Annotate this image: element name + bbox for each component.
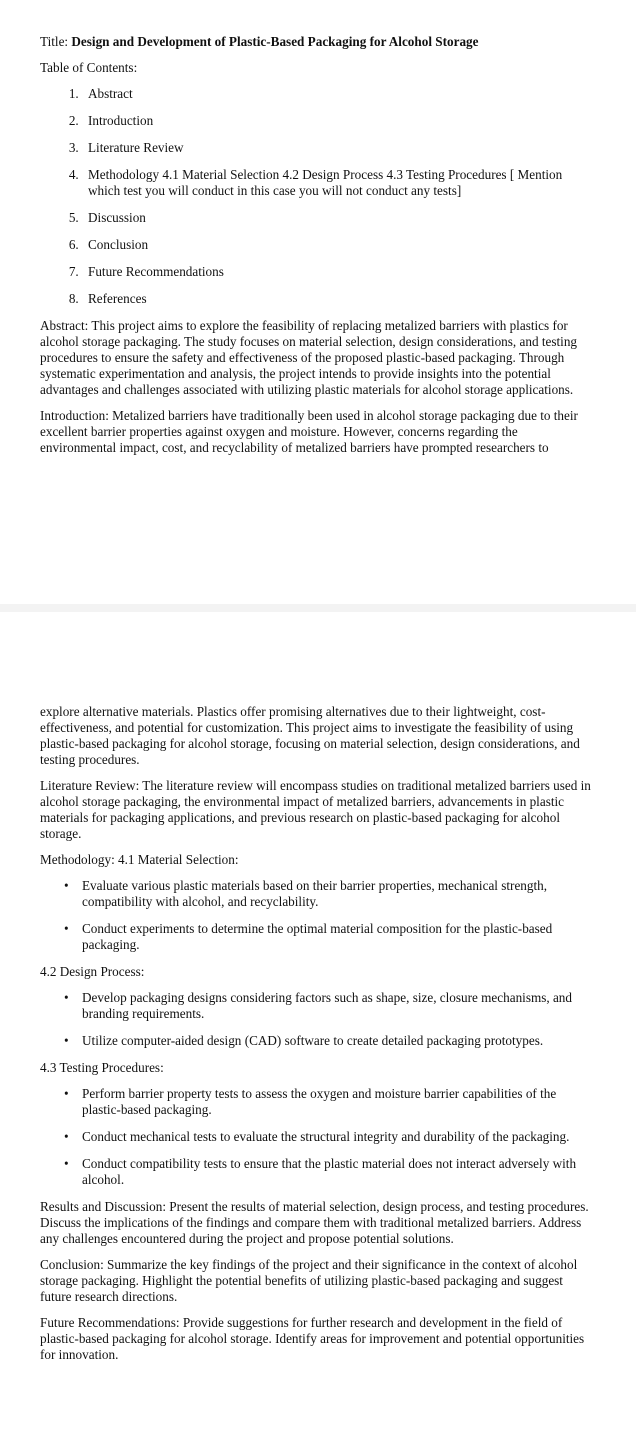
bullet-icon: • (64, 921, 69, 936)
list-item: • Evaluate various plastic materials based on their barrier properties, mechanical strength, compatibility with alcohol, and recyclability. (64, 878, 548, 909)
document-page-1 (0, 0, 636, 604)
list-item: • Utilize computer-aided design (CAD) software to create detailed packaging prototypes. (64, 1033, 544, 1048)
introduction-paragraph: Introduction: Metalized barriers have traditionally been used in alcohol storage packaging due to their excellent barrier properties against oxygen and moisture. However, concerns regarding the environmental impact, cost, and recyclability of metalized barriers have prompted researchers to (40, 408, 578, 455)
list-item: • Conduct mechanical tests to evaluate the structural integrity and durability of the packaging. (64, 1129, 570, 1144)
toc-item: 4. Methodology 4.1 Material Selection 4.2 Design Process 4.3 Testing Procedures [ Mention which test you will conduct in this case you will not conduct any tests] (82, 167, 596, 199)
introduction-continued: explore alternative materials. Plastics offer promising alternatives due to their lightweight, cost-effectiveness, and potential for customization. This project aims to investigate the feasibility of using plastic-based packaging for alcohol storage, focusing on material selection, design considerations, and testing procedures. (40, 704, 580, 767)
toc-list (40, 86, 596, 307)
toc-item: 2. Introduction (82, 113, 596, 129)
bullet-icon: • (64, 990, 69, 1005)
literature-review-paragraph: Literature Review: The literature review will encompass studies on traditional metalized barriers used in alcohol storage packaging, the environmental impact of metalized barriers, advancements in plastic materials for packaging applications, and previous research on plastic-based packaging for alcohol storage. (40, 778, 591, 841)
future-recommendations-paragraph: Future Recommendations: Provide suggestions for further research and development in the field of plastic-based packaging for alcohol storage. Identify areas for improvement and potential opportunities for innovation. (40, 1315, 585, 1362)
toc-item: 5. Discussion (82, 210, 596, 226)
conclusion-paragraph: Conclusion: Summarize the key findings of the project and their significance in the context of alcohol storage packaging. Highlight the potential benefits of utilizing plastic-based packaging and suggest future research directions. (40, 1257, 578, 1304)
toc-item: 6. Conclusion (82, 237, 596, 253)
toc-heading: Table of Contents: (40, 60, 138, 75)
list-item: • Conduct experiments to determine the optimal material composition for the plastic-based packaging. (64, 921, 553, 952)
bullet-icon: • (64, 878, 69, 893)
list-item: • Perform barrier property tests to assess the oxygen and moisture barrier capabilities of the plastic-based packaging. (64, 1086, 557, 1117)
testing-procedures-list (40, 1086, 596, 1188)
list-item: • Conduct compatibility tests to ensure that the plastic material does not interact adversely with alcohol. (64, 1156, 577, 1187)
toc-item: 1. Abstract (82, 86, 596, 102)
bullet-icon: • (64, 1033, 69, 1048)
toc-item: 3. Literature Review (82, 140, 596, 156)
bullet-icon: • (64, 1156, 69, 1171)
material-selection-list (40, 878, 596, 953)
design-process-heading: 4.2 Design Process: (40, 964, 145, 979)
toc-item: 8. References (82, 291, 596, 307)
bullet-icon: • (64, 1086, 69, 1101)
abstract-paragraph: Abstract: This project aims to explore the feasibility of replacing metalized barriers with plastics for alcohol storage packaging. The study focuses on material selection, design considerations, and testing procedures to ensure the safety and effectiveness of the proposed plastic-based packaging. Through systematic experimentation and analysis, the project intends to provide insights into the potential advantages and challenges associated with utilizing plastic materials for alcohol storage applications. (40, 318, 578, 397)
document-page-2 (0, 612, 636, 1453)
testing-procedures-heading: 4.3 Testing Procedures: (40, 1060, 164, 1075)
design-process-list (40, 990, 596, 1049)
title-line: Title: Design and Development of Plastic-Based Packaging for Alcohol Storage (40, 34, 479, 49)
list-item: • Develop packaging designs considering factors such as shape, size, closure mechanisms, and branding requirements. (64, 990, 572, 1021)
bullet-icon: • (64, 1129, 69, 1144)
results-paragraph: Results and Discussion: Present the results of material selection, design process, and testing procedures. Discuss the implications of the findings and compare them with traditional metalized barriers. Address any challenges encountered during the project and propose potential solutions. (40, 1199, 589, 1246)
methodology-heading: Methodology: 4.1 Material Selection: (40, 852, 239, 867)
toc-item: 7. Future Recommendations (82, 264, 596, 280)
document-title: Design and Development of Plastic-Based Packaging for Alcohol Storage (71, 34, 479, 49)
